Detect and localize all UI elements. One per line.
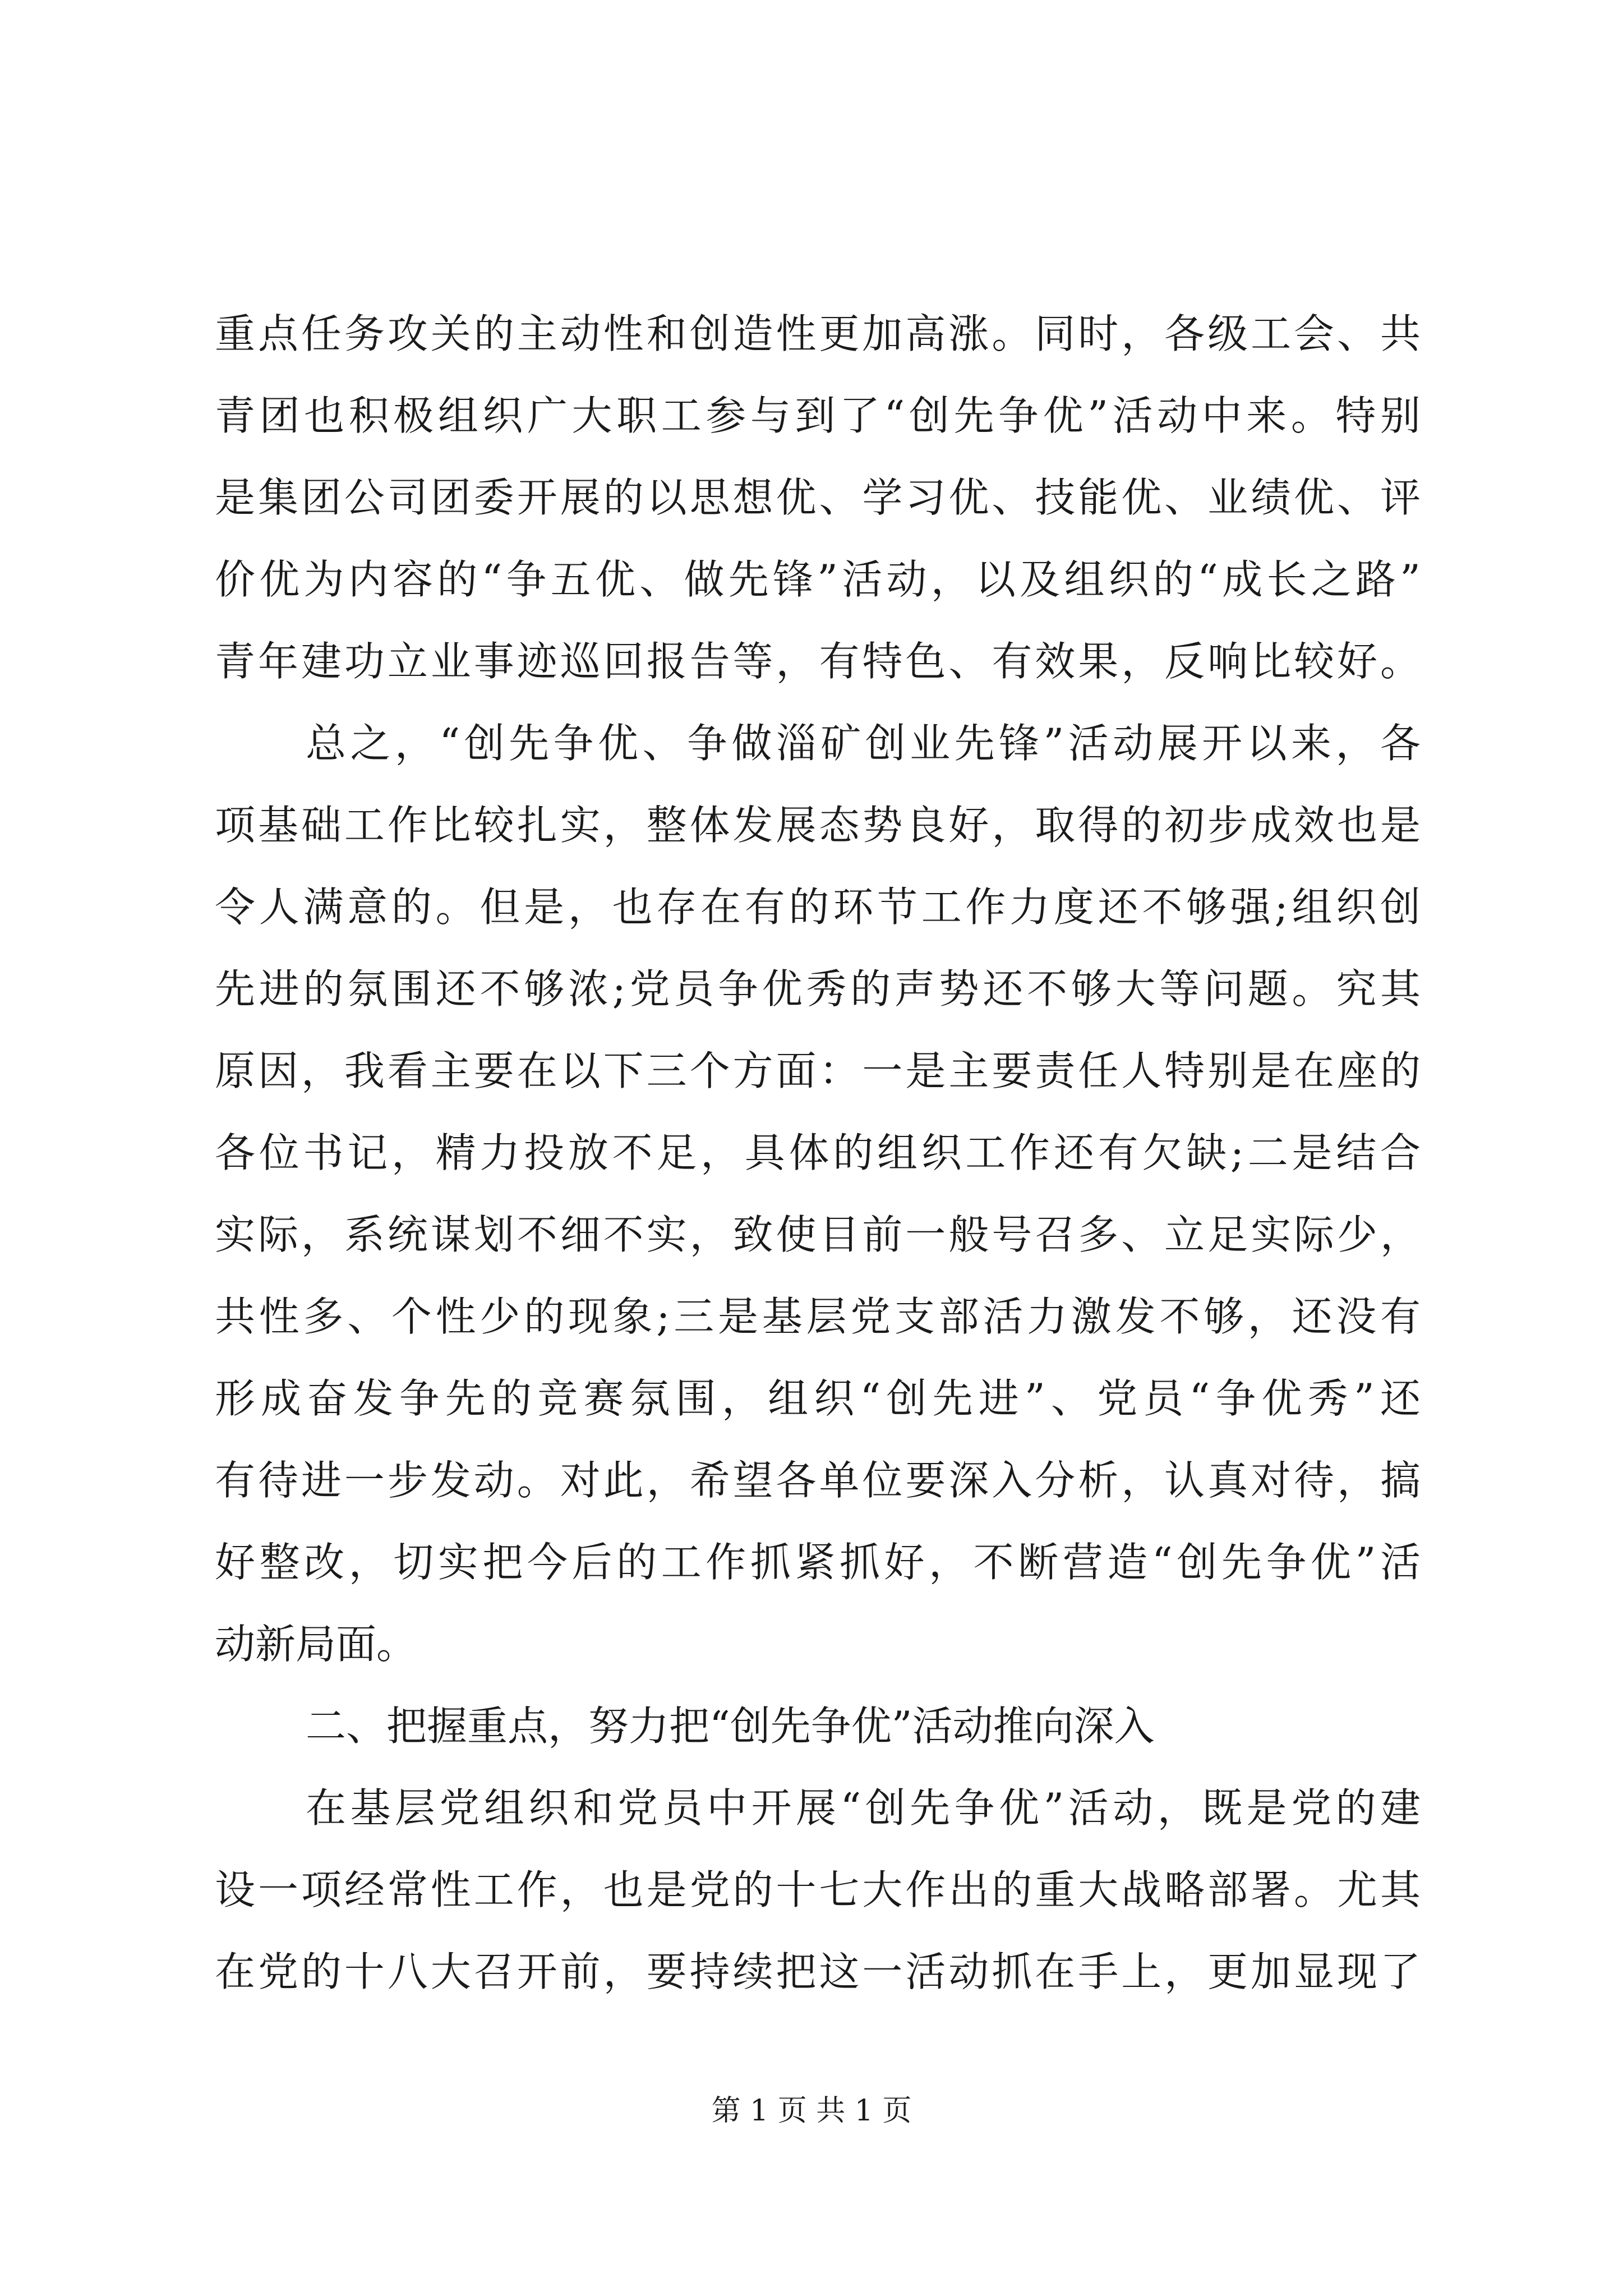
text-line: 原因，我看主要在以下三个方面：一是主要责任人特别是在座的	[215, 1047, 1421, 1094]
text-line: 在党的十八大召开前，要持续把这一活动抓在手上，更加显现了	[215, 1948, 1421, 1995]
text-line: 有待进一步发动。对此，希望各单位要深入分析，认真对待，搞	[215, 1457, 1421, 1504]
paragraph-first-line: 在基层党组织和党员中开展“创先争优”活动，既是党的建	[306, 1784, 1421, 1832]
text-line: 令人满意的。但是，也存在有的环节工作力度还不够强;组织创	[215, 884, 1421, 931]
section-heading: 二、把握重点，努力把“创先争优”活动推向深入	[306, 1703, 1155, 1750]
text-line: 青年建功立业事迹巡回报告等，有特色、有效果，反响比较好。	[215, 638, 1421, 685]
text-line: 重点任务攻关的主动性和创造性更加高涨。同时，各级工会、共	[215, 310, 1421, 357]
text-line: 好整改，切实把今后的工作抓紧抓好，不断营造“创先争优”活	[215, 1539, 1421, 1586]
text-line: 是集团公司团委开展的以思想优、学习优、技能优、业绩优、评	[215, 474, 1421, 521]
text-line: 项基础工作比较扎实，整体发展态势良好，取得的初步成效也是	[215, 802, 1421, 849]
text-line: 青团也积极组织广大职工参与到了“创先争优”活动中来。特别	[215, 392, 1421, 439]
text-line: 动新局面。	[215, 1621, 417, 1668]
text-line: 实际，系统谋划不细不实，致使目前一般号召多、立足实际少，	[215, 1211, 1421, 1258]
text-line: 设一项经常性工作，也是党的十七大作出的重大战略部署。尤其	[215, 1866, 1421, 1913]
page-number-footer: 第 1 页 共 1 页	[711, 2094, 912, 2128]
text-line: 各位书记，精力投放不足，具体的组织工作还有欠缺;二是结合	[215, 1129, 1421, 1176]
paragraph-first-line: 总之，“创先争优、争做淄矿创业先锋”活动展开以来，各	[306, 720, 1421, 767]
text-line: 共性多、个性少的现象;三是基层党支部活力激发不够，还没有	[215, 1293, 1421, 1340]
text-line: 形成奋发争先的竞赛氛围，组织“创先进”、党员“争优秀”还	[215, 1375, 1421, 1422]
text-line: 价优为内容的“争五优、做先锋”活动，以及组织的“成长之路”	[215, 556, 1421, 603]
text-line: 先进的氛围还不够浓;党员争优秀的声势还不够大等问题。究其	[215, 965, 1421, 1013]
